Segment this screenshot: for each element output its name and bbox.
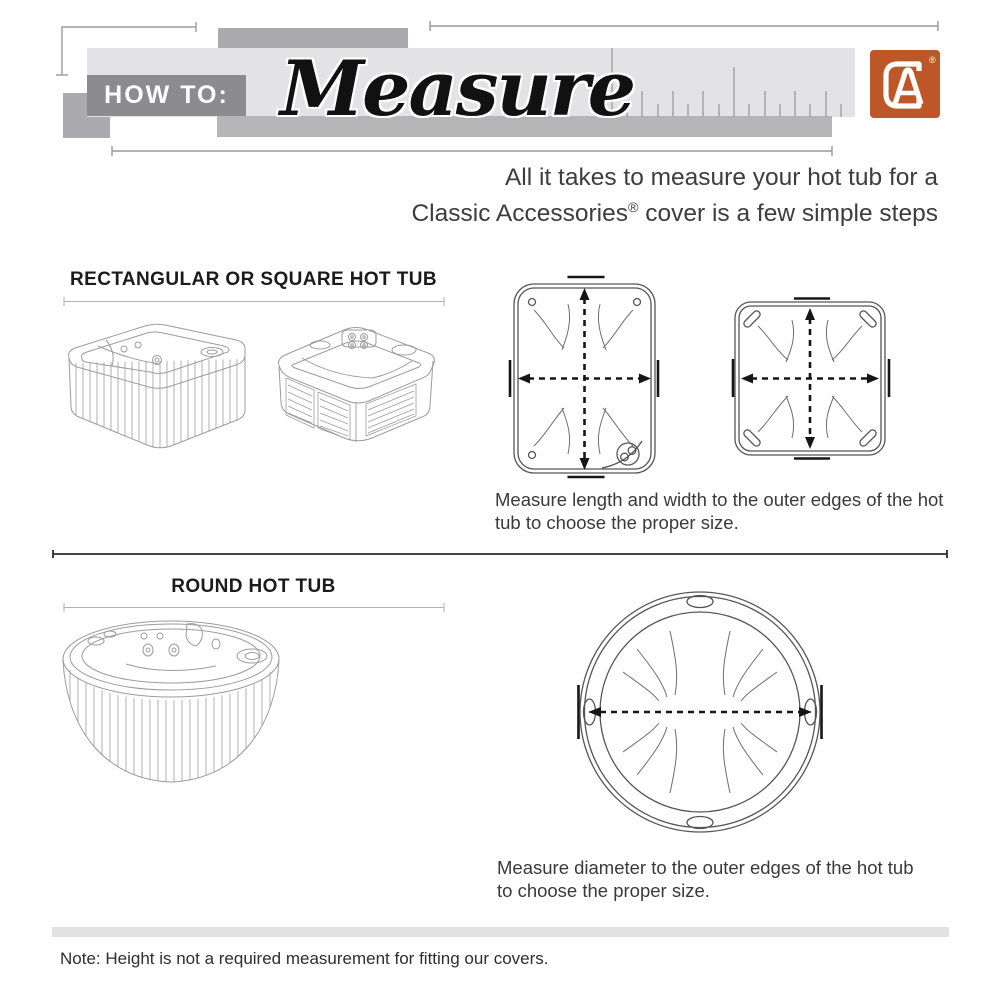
- diameter-arrow: [588, 707, 812, 717]
- registered-mark: ®: [929, 55, 936, 65]
- caption-rectangular: Measure length and width to the outer edges of the hot tub to choose the proper size.: [495, 489, 944, 533]
- intro-line-1: All it takes to measure your hot tub for a: [504, 164, 938, 191]
- measure-title: Measure: [280, 44, 635, 133]
- footer-bar: [52, 927, 949, 937]
- rectangular-hot-tub-illustration: [60, 316, 252, 461]
- intro-line-2: Classic Accessories® cover is a few simple steps: [411, 200, 938, 228]
- round-hot-tub-illustration: [56, 614, 286, 794]
- caption-round: Measure diameter to the outer edges of the hot tub to choose the proper size.: [497, 857, 914, 901]
- section-heading-rectangular: RECTANGULAR OR SQUARE HOT TUB: [70, 269, 437, 290]
- heading-rule: [63, 603, 445, 612]
- registered-sup: ®: [627, 200, 639, 216]
- footer-note: Note: Height is not a required measurement for fitting our covers.: [60, 949, 549, 968]
- rect-cover-top-view-diagram: [506, 274, 662, 480]
- heading-rule: [63, 297, 445, 306]
- howto-kicker-label: HOW TO:: [104, 81, 229, 109]
- header-decoration-lines: [0, 0, 1000, 160]
- intro-text: [411, 163, 938, 229]
- section-heading-round: ROUND HOT TUB: [171, 576, 336, 597]
- square-corner-hot-tub-illustration: [272, 318, 442, 453]
- square-cover-top-view-diagram: [728, 292, 894, 462]
- section-divider: [52, 549, 948, 559]
- round-cover-top-view-diagram: [575, 587, 825, 837]
